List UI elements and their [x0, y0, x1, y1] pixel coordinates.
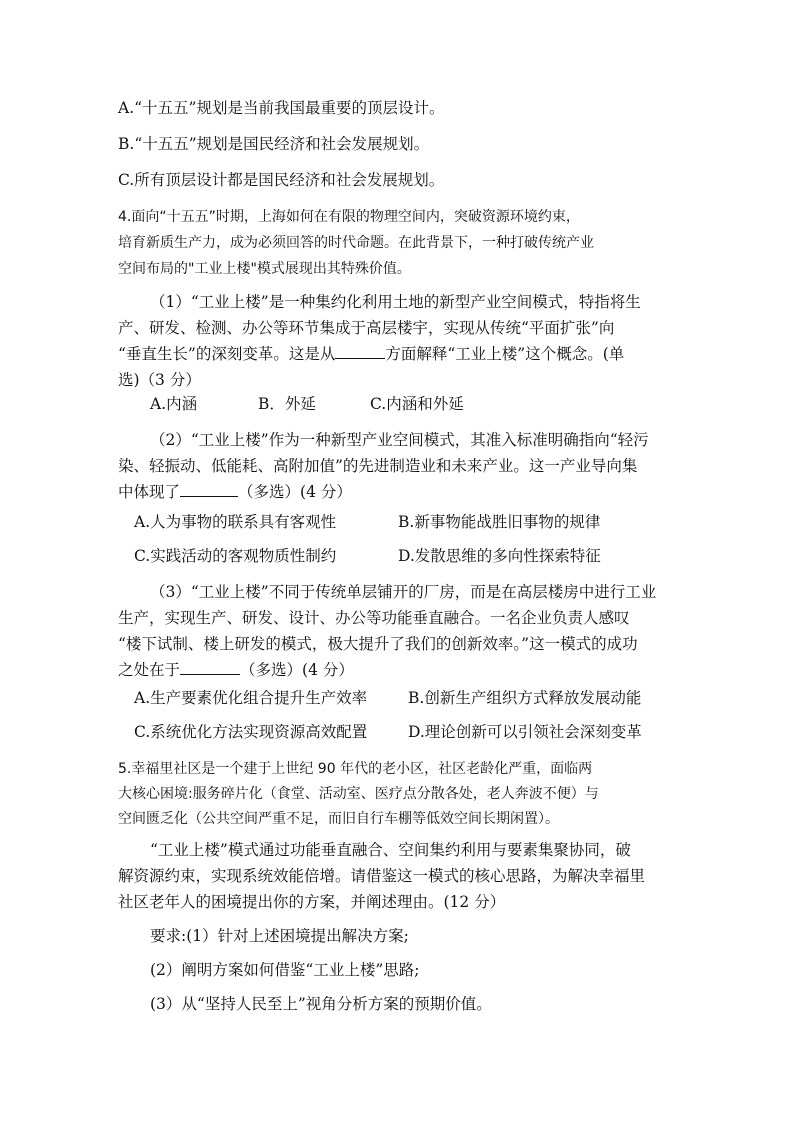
q5-intro-line: 空间匮乏化（公共空间严重不足，而旧自行车棚等低效空间长期闲置）。 [118, 811, 559, 827]
q5-requirement: (3）从“坚持人民至上”视角分析方案的预期价值。 [150, 995, 492, 1013]
q5-body-line: “工业上楼”模式通过功能垂直融合、空间集约利用与要素集聚协同，破 [150, 841, 631, 859]
q4-3-text-before-blank: 之处在于 [118, 661, 181, 679]
q4-1-option-b: B．外延 [258, 395, 316, 413]
q4-3-text: （3）“工业上楼”不同于传统单层铺开的厂房，而是在高层楼房中进行工业 [150, 583, 657, 601]
option-b: B.“十五五”规划是国民经济和社会发展规划。 [118, 135, 430, 153]
q4-2-text-after-blank: （多选）(4 分） [238, 483, 352, 501]
q4-2-text [118, 482, 352, 502]
option-c: C.所有顶层设计都是国民经济和社会发展规划。 [118, 171, 445, 189]
q4-intro-line: 4.面向“十五五”时期，上海如何在有限的物理空间内，突破资源环境约束， [118, 209, 580, 225]
q4-2-text: 染、轻振动、低能耗、高附加值”的先进制造业和未来产业。这一产业导向集 [118, 457, 638, 475]
answer-blank[interactable] [180, 660, 240, 675]
q5-requirement: 要求:(1）针对上述困境提出解决方案; [150, 927, 409, 945]
q5-body-line: 社区老年人的困境提出你的方案，并阐述理由。(12 分） [118, 893, 506, 911]
q4-3-text: “楼下试制、楼上研发的模式，极大提升了我们的创新效率。”这一模式的成功 [118, 635, 638, 653]
q5-body-line: 解资源约束，实现系统效能倍增。请借鉴这一模式的核心思路，为解决幸福里 [118, 867, 646, 885]
q4-1-option-c: C.内涵和外延 [370, 395, 464, 413]
q4-1-text: 产、研发、检测、办公等环节集成于高层楼宇，实现从传统“平面扩张”向 [118, 319, 615, 337]
answer-blank[interactable] [335, 344, 385, 359]
q5-intro-line: 5.幸福里社区是一个建于上世纪 90 年代的老小区，社区老龄化严重，面临两 [118, 761, 593, 777]
q4-2-option-a: A.人为事物的联系具有客观性 [134, 513, 337, 531]
q4-1-text-after-blank: 方面解释“工业上楼”这个概念。(单 [385, 345, 625, 363]
q4-3-text-after-blank: （多选）(4 分） [240, 661, 354, 679]
q4-2-option-c: C.实践活动的客观物质性制约 [134, 547, 337, 565]
q4-3-option-b: B.创新生产组织方式释放发展动能 [408, 689, 642, 707]
q4-3-text [118, 660, 354, 680]
q4-3-text: 生产，实现生产、研发、设计、办公等功能垂直融合。一名企业负责人感叹 [118, 609, 630, 627]
option-a: A.“十五五”规划是当前我国最重要的顶层设计。 [118, 99, 445, 117]
q4-3-option-c: C.系统优化方法实现资源高效配置 [134, 723, 368, 741]
q4-2-option-d: D.发散思维的多向性探索特征 [398, 547, 601, 565]
answer-blank[interactable] [180, 482, 238, 497]
q4-1-score: 选)（3 分） [118, 371, 201, 389]
q4-2-text: （2）“工业上楼”作为一种新型产业空间模式，其准入标准明确指向“轻污 [150, 431, 649, 449]
q5-intro-line: 大核心困境:服务碎片化（食堂、活动室、医疗点分散各处，老人奔波不便）与 [118, 786, 599, 802]
q5-requirement: (2）阐明方案如何借鉴“工业上楼”思路; [150, 961, 420, 979]
q4-3-option-d: D.理论创新可以引领社会深刻变革 [408, 723, 642, 741]
q4-intro-line: 空间布局的"工业上楼"模式展现出其特殊价值。 [118, 261, 411, 277]
q4-1-text [118, 344, 624, 364]
q4-2-text-before-blank: 中体现了 [118, 483, 181, 501]
q4-1-text-before-blank: “垂直生长”的深刻变革。这是从 [118, 345, 336, 363]
q4-2-option-b: B.新事物能战胜旧事物的规律 [398, 513, 601, 531]
q4-3-option-a: A.生产要素优化组合提升生产效率 [134, 689, 368, 707]
q4-1-text: （1）“工业上楼”是一种集约化利用土地的新型产业空间模式，特指将生 [150, 293, 641, 311]
q4-intro-line: 培育新质生产力，成为必须回答的时代命题。在此背景下，一种打破传统产业 [118, 235, 594, 251]
q4-1-option-a: A.内涵 [150, 395, 198, 413]
